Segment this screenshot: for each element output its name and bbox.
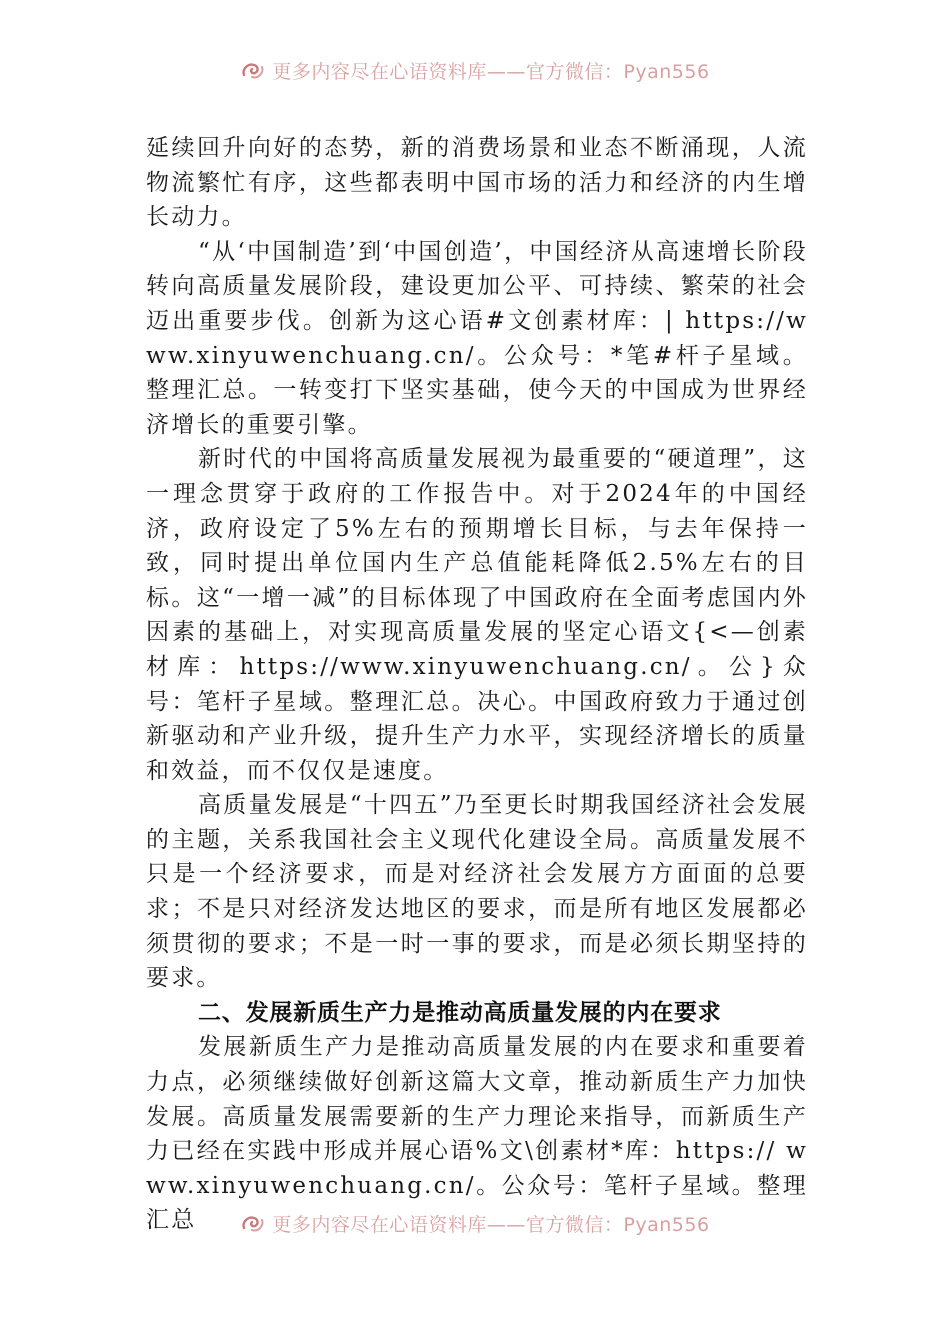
header-watermark bbox=[0, 55, 950, 85]
section-heading: 二、发展新质生产力是推动高质量发展的内在要求 bbox=[198, 999, 722, 1026]
paragraph: 高质量发展是“十四五”乃至更长时期我国经济社会发展的主题，关系我国社会主义现代化建设全局。高质量发展不只是一个经济要求，而是对经济社会发展方方面面的总要求；不是只对经济发达地区的要求，而是所有地区发展都必须贯彻的要求；不是一时一事的要求，而是必须长期坚持的要求。 bbox=[146, 792, 808, 992]
paragraph: “从‘中国制造’到‘中国创造’，中国经济从高速增长阶段转向高质量发展阶段，建设更加公平、可持续、繁荣的社会迈出重要步伐。创新为这心语#文创素材库：| https://www.xinyuwenchuang.cn/。公众号：*笔#杆子星域。整理汇总。一转变打下坚实基础，使今天的中国成为世界经济增长的重要引擎。 bbox=[146, 238, 808, 438]
watermark-text: 更多内容尽在心语资料库——官方微信：Pyan556 bbox=[272, 60, 710, 83]
footer-watermark bbox=[0, 1208, 950, 1238]
swirl-logo-icon bbox=[240, 1212, 266, 1234]
paragraph: 新时代的中国将高质量发展视为最重要的“硬道理”，这一理念贯穿于政府的工作报告中。对于2024年的中国经济，政府设定了5%左右的预期增长目标，与去年保持一致，同时提出单位国内生产总值能耗降低2.5%左右的目标。这“一增一减”的目标体现了中国政府在全面考虑国内外因素的基础上，对实现高质量发展的坚定心语文{<—创素材库：https://www.xinyuwenchuang.cn/。公}众号：笔杆子星域。整理汇总。决心。中国政府致力于通过创新驱动和产业升级，提升生产力水平，实现经济增长的质量和效益，而不仅仅是速度。 bbox=[146, 446, 808, 784]
swirl-logo-icon bbox=[240, 59, 266, 81]
paragraph: 延续回升向好的态势，新的消费场景和业态不断涌现，人流物流繁忙有序，这些都表明中国市场的活力和经济的内生增长动力。 bbox=[146, 135, 808, 231]
paragraph: 发展新质生产力是推动高质量发展的内在要求和重要着力点，必须继续做好创新这篇大文章，推动新质生产力加快发展。高质量发展需要新的生产力理论来指导，而新质生产力已经在实践中形成并展心语%文\创素材*库：https:// www.xinyuwenchuang.cn/。公众号：笔杆子星域。整理汇总 bbox=[146, 1034, 808, 1234]
document-body bbox=[146, 131, 808, 1238]
watermark-text: 更多内容尽在心语资料库——官方微信：Pyan556 bbox=[272, 1213, 710, 1236]
